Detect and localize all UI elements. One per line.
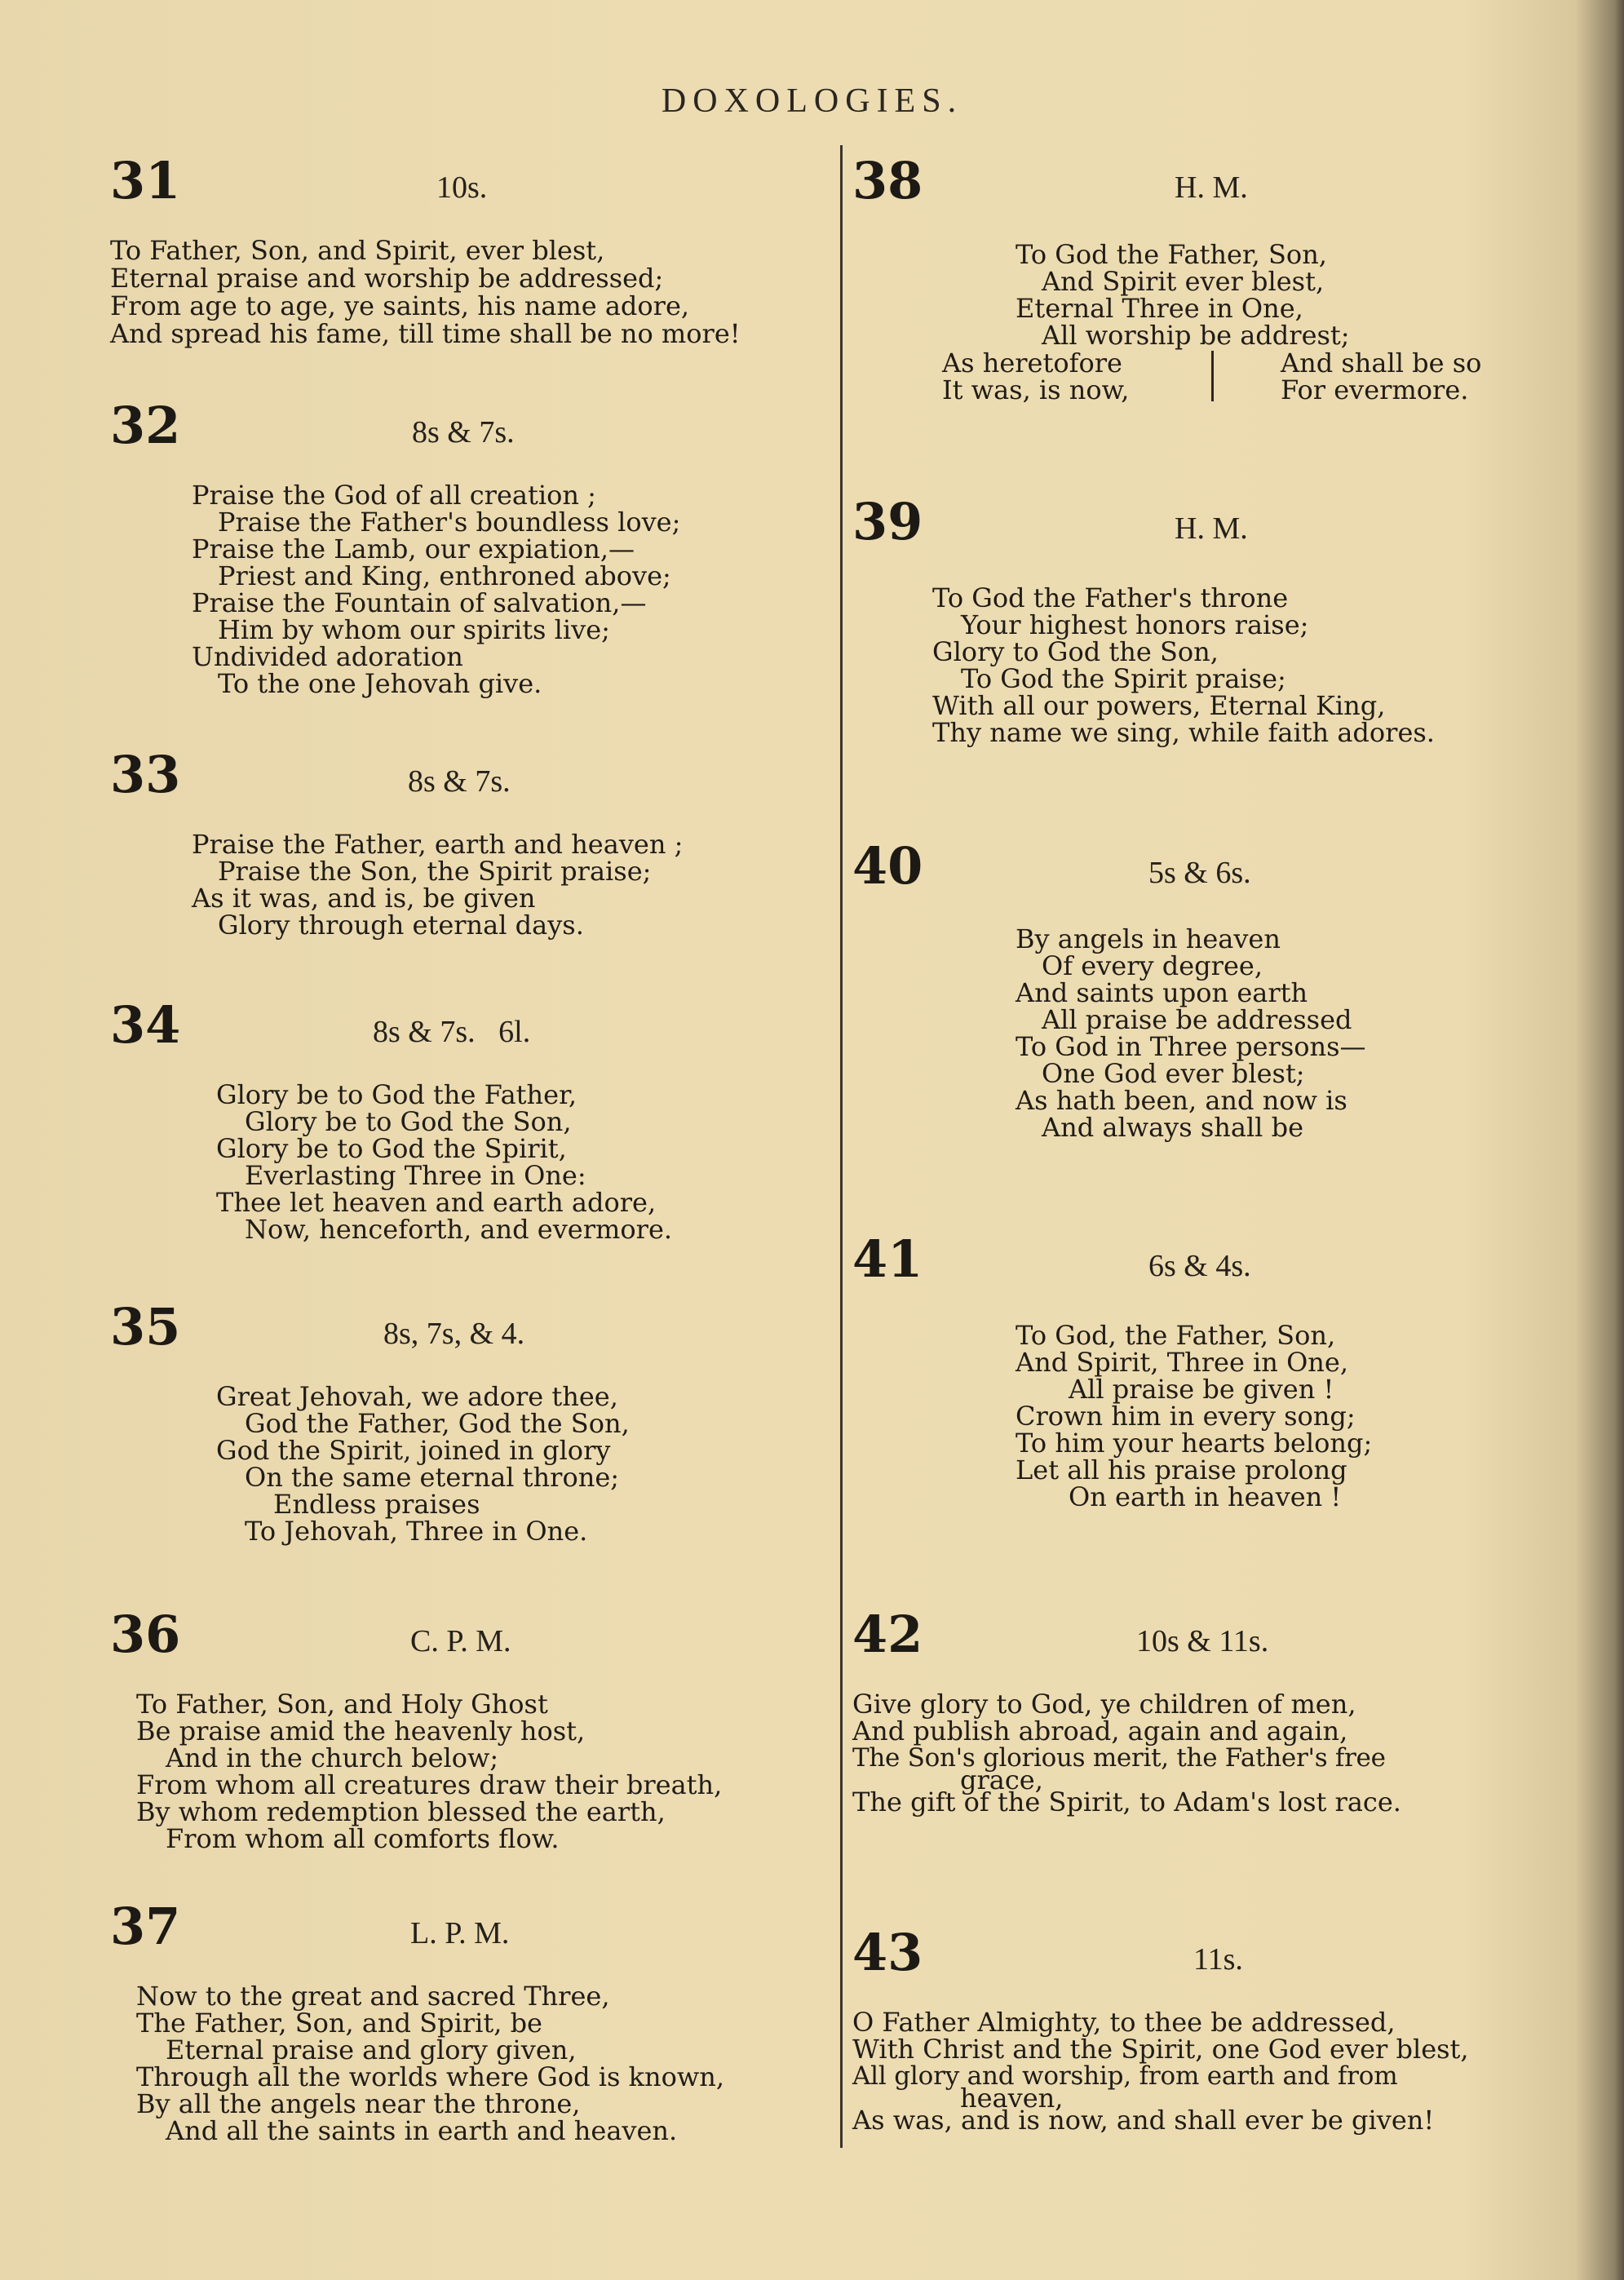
hymn-line: Praise the Fountain of salvation,—: [192, 587, 647, 618]
hymn-line: All worship be addrest;: [1042, 320, 1350, 351]
hymn-line: From whom all creatures draw their breath,: [136, 1769, 723, 1800]
hymn-meter: 8s & 7s.: [412, 415, 515, 449]
hymn-line: Eternal Three in One,: [1016, 293, 1303, 324]
hymn-line: Great Jehovah, we adore thee,: [216, 1381, 618, 1412]
hymn-line: Through all the worlds where God is known,: [136, 2061, 725, 2092]
hymn-line: Glory be to God the Spirit,: [216, 1133, 567, 1164]
hymn-line: Praise the Lamb, our expiation,—: [192, 533, 635, 564]
hymn-number: 40: [852, 836, 923, 896]
hymn-line: God the Father, God the Son,: [245, 1408, 630, 1439]
hymn-line: On earth in heaven !: [1069, 1481, 1342, 1512]
hymn-number: 39: [852, 492, 923, 551]
hymn-38: [852, 151, 1586, 416]
hymn-line: To God, the Father, Son,: [1016, 1320, 1336, 1351]
hymn-number: 37: [110, 1897, 181, 1956]
hymn-line: From whom all comforts flow.: [166, 1823, 560, 1854]
hymn-line: Now to the great and sacred Three,: [136, 1981, 610, 2012]
hymn-line: As heretofore: [942, 348, 1122, 379]
hymn-line: All praise be given !: [1069, 1374, 1334, 1405]
hymn-line: Give glory to God, ye children of men,: [852, 1689, 1356, 1720]
hymn-line: To Father, Son, and Holy Ghost: [136, 1689, 548, 1720]
hymn-line: Now, henceforth, and evermore.: [245, 1214, 673, 1245]
hymn-line: Endless praises: [273, 1489, 480, 1520]
hymn-number: 32: [110, 396, 181, 455]
hymn-40: [852, 836, 1586, 1150]
hymn-line: To God the Father's throne: [932, 582, 1289, 613]
hymn-number: 38: [852, 151, 923, 210]
hymn-line: Everlasting Three in One:: [245, 1160, 586, 1191]
hymn-line: And publish abroad, again and again,: [852, 1716, 1348, 1747]
hymn-line: To God in Three persons—: [1016, 1031, 1366, 1062]
hymn-line: The gift of the Spirit, to Adam's lost race.: [852, 1786, 1401, 1817]
hymn-36: [110, 1605, 828, 1854]
hymn-41: [852, 1229, 1586, 1519]
hymn-line: As was, and is now, and shall ever be given!: [852, 2105, 1435, 2136]
hymn-meter: 5s & 6s.: [1148, 856, 1251, 890]
hymn-line: And Spirit ever blest,: [1042, 266, 1325, 297]
hymn-line: Your highest honors raise;: [961, 609, 1309, 640]
hymn-line: With all our powers, Eternal King,: [932, 690, 1386, 721]
hymn-number: 33: [110, 745, 181, 804]
hymn-meter: H. M.: [1175, 511, 1248, 546]
hymn-line: The Son's glorious merit, the Father's free: [852, 1743, 1386, 1773]
hymn-32: [110, 396, 828, 710]
hymn-line: As hath been, and now is: [1016, 1085, 1347, 1116]
hymn-line: Crown him in every song;: [1016, 1401, 1356, 1432]
hymn-line: And shall be so: [1281, 348, 1482, 379]
hymn-33: [110, 745, 828, 953]
hymn-31: [110, 151, 828, 351]
hymn-line: Praise the Father's boundless love;: [218, 507, 681, 538]
hymn-34: [110, 995, 828, 1260]
hymn-number: 36: [110, 1605, 181, 1664]
hymn-line: As it was, and is, be given: [192, 883, 536, 914]
hymn-line: To Jehovah, Three in One.: [245, 1516, 588, 1547]
hymn-line: Let all his praise prolong: [1016, 1454, 1347, 1485]
hymn-line: And all the saints in earth and heaven.: [166, 2115, 678, 2146]
hymn-meter: 8s & 7s. 6l.: [373, 1015, 531, 1049]
hymn-line: Praise the God of all creation ;: [192, 480, 596, 511]
hymn-line: To the one Jehovah give.: [218, 668, 542, 699]
hymn-meter: 8s, 7s, & 4.: [383, 1317, 525, 1351]
hymn-39: [852, 492, 1586, 757]
hymn-line: Of every degree,: [1042, 950, 1263, 981]
hymn-number: 42: [852, 1605, 923, 1664]
hymn-line: O Father Almighty, to thee be addressed,: [852, 2007, 1396, 2038]
hymn-line: heaven,: [960, 2083, 1064, 2114]
hymn-line: Priest and King, enthroned above;: [218, 560, 671, 591]
hymn-line: Eternal praise and worship be addressed;: [110, 263, 664, 294]
hymn-line: By all the angels near the throne,: [136, 2088, 581, 2119]
column-divider: [840, 145, 843, 2148]
hymn-line: The Father, Son, and Spirit, be: [136, 2008, 542, 2039]
hymn-number: 31: [110, 151, 181, 210]
hymn-42: [852, 1605, 1586, 1837]
hymn-line: Glory be to God the Son,: [245, 1106, 572, 1137]
hymn-line: Praise the Son, the Spirit praise;: [218, 856, 652, 887]
hymn-meter: 6s & 4s.: [1148, 1249, 1251, 1283]
hymn-meter: H. M.: [1175, 170, 1248, 205]
hymn-meter: 10s & 11s.: [1136, 1624, 1269, 1658]
hymn-line: It was, is now,: [942, 374, 1130, 405]
hymn-line: Be praise amid the heavenly host,: [136, 1716, 586, 1747]
hymn-line: Eternal praise and glory given,: [166, 2034, 577, 2065]
hymn-line: With Christ and the Spirit, one God ever blest,: [852, 2034, 1469, 2065]
hymn-line: One God ever blest;: [1042, 1058, 1305, 1089]
hymn-43: [852, 1923, 1586, 2155]
page-title: DOXOLOGIES.: [661, 82, 963, 120]
hymn-line: Praise the Father, earth and heaven ;: [192, 829, 684, 860]
hymn-line: For evermore.: [1281, 374, 1469, 405]
hymn-line: And Spirit, Three in One,: [1016, 1347, 1349, 1378]
hymn-line: By whom redemption blessed the earth,: [136, 1796, 666, 1827]
hymn-line: All praise be addressed: [1042, 1004, 1352, 1035]
hymn-meter: 8s & 7s.: [408, 764, 511, 799]
hymn-line: Glory through eternal days.: [218, 910, 584, 941]
hymn-line: To Father, Son, and Spirit, ever blest,: [110, 235, 605, 266]
hymn-line: Glory be to God the Father,: [216, 1079, 577, 1110]
hymn-37: [110, 1897, 828, 2154]
hymn-number: 34: [110, 995, 181, 1055]
hymn-line: To God the Father, Son,: [1016, 239, 1327, 270]
hymn-line: Undivided adoration: [192, 641, 463, 672]
hymn-number: 43: [852, 1923, 923, 1982]
hymn-line: And saints upon earth: [1016, 977, 1308, 1008]
hymn-number: 41: [852, 1229, 923, 1289]
hymn-line: To God the Spirit praise;: [961, 663, 1286, 694]
hymn-meter: 11s.: [1193, 1942, 1243, 1977]
hymn-line: And spread his fame, till time shall be no more!: [110, 318, 741, 349]
hymn-meter: C. P. M.: [410, 1624, 511, 1658]
hymn-line: Thee let heaven and earth adore,: [216, 1187, 657, 1218]
hymn-meter: L. P. M.: [410, 1916, 510, 1950]
hymn-line: On the same eternal throne;: [245, 1462, 620, 1493]
hymn-line: Glory to God the Son,: [932, 636, 1219, 667]
hymn-line: And in the church below;: [166, 1742, 499, 1773]
hymn-line: Thy name we sing, while faith adores.: [932, 717, 1435, 748]
hymn-line: grace,: [960, 1764, 1043, 1795]
hymn-line: All glory and worship, from earth and from: [852, 2061, 1398, 2091]
hymn-35: [110, 1297, 828, 1570]
hymn-line: From age to age, ye saints, his name adore,: [110, 290, 690, 321]
hymn-meter: 10s.: [436, 170, 488, 205]
hymn-line: God the Spirit, joined in glory: [216, 1435, 611, 1466]
hymn-line: By angels in heaven: [1016, 923, 1281, 954]
hymn-number: 35: [110, 1297, 181, 1357]
hymn-line: To him your hearts belong;: [1016, 1428, 1373, 1459]
hymn-line: And always shall be: [1042, 1112, 1303, 1143]
brace-divider: [1211, 351, 1214, 401]
hymn-line: Him by whom our spirits live;: [218, 614, 610, 645]
